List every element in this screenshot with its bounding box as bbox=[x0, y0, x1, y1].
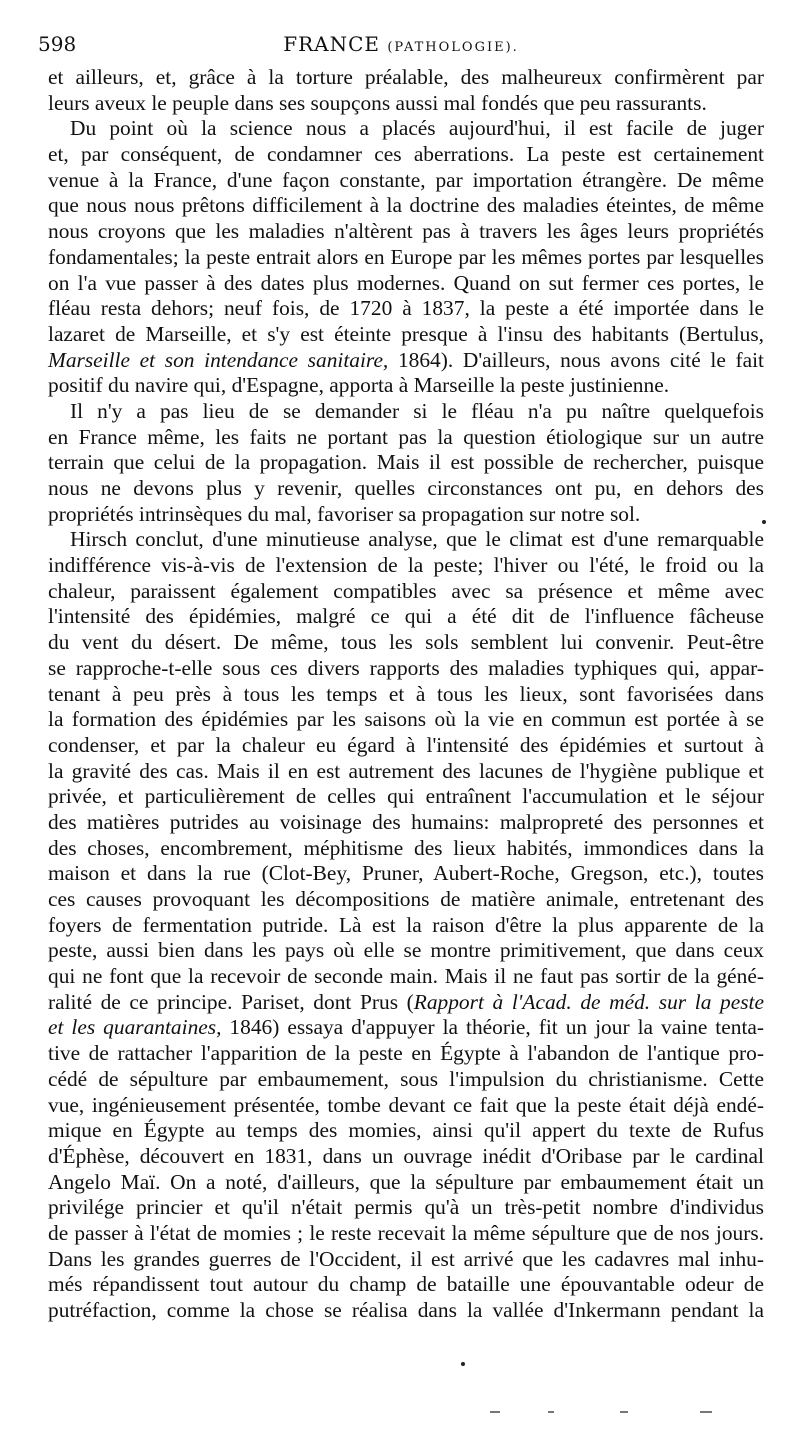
text-line: la formation des épidémies par les saisons où la vie en commun est portée à se bbox=[48, 707, 764, 732]
text-line: privilége princier et qu'il n'était permis qu'à un très-petit nombre d'individus bbox=[48, 1195, 764, 1220]
text-line: que nous nous prêtons difficilement à la doctrine des maladies éteintes, de même bbox=[48, 193, 764, 218]
text-line: des matières putrides au voisinage des humains: malpropreté des personnes et bbox=[48, 809, 764, 834]
running-title bbox=[38, 32, 764, 56]
text-line: maison et dans la rue (Clot-Bey, Pruner, Aubert-Roche, Gregson, etc.), toutes bbox=[48, 861, 764, 886]
text-line: ralité de ce principe. Pariset, dont Prus (Rapport à l'Acad. de méd. sur la peste bbox=[48, 989, 764, 1014]
text-line: qui ne font que la recevoir de seconde main. Mais il ne faut pas sortir de la géné- bbox=[48, 964, 764, 989]
body-text bbox=[48, 65, 764, 1324]
bottom-speck bbox=[461, 1362, 465, 1366]
citation-italic: Rapport à l'Acad. de méd. sur la peste bbox=[413, 989, 764, 1014]
text-line: propriétés intrinsèques du mal, favoriser sa propagation sur notre sol. bbox=[48, 501, 641, 526]
text-line: mique en Égypte au temps des momies, ainsi qu'il appert du texte de Rufus bbox=[48, 1118, 764, 1143]
bottom-speck bbox=[548, 1411, 554, 1413]
text-line: Il n'y a pas lieu de se demander si le fléau n'a pu naître quelquefois bbox=[70, 398, 764, 423]
text-line: on l'a vue passer à des dates plus modernes. Quand on sut fermer ces portes, le bbox=[48, 270, 764, 295]
citation-italic: et les quarantaines, bbox=[48, 1015, 222, 1040]
text-line: Marseille et son intendance sanitaire, 1864). D'ailleurs, nous avons cité le fait bbox=[48, 347, 764, 372]
text-line: Angelo Maï. On a noté, d'ailleurs, que la sépulture par embaumement était un bbox=[48, 1169, 764, 1194]
margin-speck bbox=[762, 520, 766, 524]
running-title-main: FRANCE bbox=[283, 32, 380, 56]
text-line: Du point où la science nous a placés aujourd'hui, il est facile de juger bbox=[70, 116, 764, 141]
text-line: indifférence vis-à-vis de l'extension de la peste; l'hiver ou l'été, le froid ou la bbox=[48, 553, 764, 578]
text-line: nous ne devons plus y revenir, quelles circonstances ont pu, en dehors des bbox=[48, 476, 764, 500]
text-line: peste, aussi bien dans les pays où elle se montre primitivement, que dans ceux bbox=[48, 938, 764, 963]
bottom-speck bbox=[700, 1411, 712, 1413]
text-line: terrain que celui de la propagation. Mais il est possible de rechercher, puisque bbox=[48, 450, 764, 475]
bottom-speck bbox=[490, 1411, 500, 1413]
text-line: lazaret de Marseille, et s'y est éteinte presque à l'insu des habitants (Bertulus, bbox=[48, 321, 764, 346]
bottom-speck bbox=[620, 1411, 628, 1413]
text-line: venue à la France, d'une façon constante, par importation étrangère. De même bbox=[48, 167, 764, 192]
text-line: et, par conséquent, de condamner ces aberrations. La peste est certainement bbox=[48, 142, 764, 167]
text-line: condenser, et par la chaleur eu égard à l'intensité des épidémies et surtout à bbox=[48, 732, 764, 757]
text-line: en France même, les faits ne portant pas la question étiologique sur un autre bbox=[48, 424, 764, 449]
text-line: Dans les grandes guerres de l'Occident, il est arrivé que les cadavres mal inhu- bbox=[48, 1246, 764, 1271]
citation-italic: Marseille et son intendance sanitaire, bbox=[48, 347, 389, 372]
text-line: tive de rattacher l'apparition de la peste en Égypte à l'abandon de l'antique pro- bbox=[48, 1041, 764, 1066]
text-line: tenant à peu près à tous les temps et à tous les lieux, sont favorisées dans bbox=[48, 681, 764, 706]
text-line: et les quarantaines, 1846) essaya d'appuyer la théorie, fit un jour la vaine tenta- bbox=[48, 1015, 765, 1040]
text-line: vue, ingénieusement présentée, tombe devant ce fait que la peste était déjà endé- bbox=[48, 1092, 764, 1117]
text-line: fondamentales; la peste entrait alors en Europe par les mêmes portes par lesquelles bbox=[48, 244, 764, 269]
running-header bbox=[38, 32, 764, 62]
text-line: més répandissent tout autour du champ de bataille une épouvantable odeur de bbox=[48, 1272, 764, 1297]
text-line: fléau resta dehors; neuf fois, de 1720 à 1837, la peste a été importée dans le bbox=[48, 296, 764, 321]
text-line: privée, et particulièrement de celles qui entraînent l'accumulation et le séjour bbox=[48, 784, 764, 809]
text-line: leurs aveux le peuple dans ses soupçons aussi mal fondés que peu rassurants. bbox=[48, 90, 707, 115]
text-line: se rapproche-t-elle sous ces divers rapports des maladies typhiques qui, appar- bbox=[48, 655, 764, 680]
text-line: nous croyons que les maladies n'altèrent pas à travers les âges leurs propriétés bbox=[48, 219, 764, 244]
text-line: des choses, encombrement, méphitisme des lieux habités, immondices dans la bbox=[48, 835, 764, 860]
page-number: 598 bbox=[38, 32, 77, 56]
text-line: de passer à l'état de momies ; le reste recevait la même sépulture que de nos jours. bbox=[48, 1220, 764, 1245]
text-line: et ailleurs, et, grâce à la torture préalable, des malheureux confirmèrent par bbox=[48, 65, 764, 89]
text-line: la gravité des cas. Mais il en est autrement des lacunes de l'hygiène publique et bbox=[48, 758, 764, 783]
text-line: du vent du désert. De même, tous les sols semblent lui convenir. Peut-être bbox=[48, 630, 764, 655]
text-line: foyers de fermentation putride. Là est la raison d'être la plus apparente de la bbox=[48, 912, 764, 937]
text-line: d'Éphèse, découvert en 1831, dans un ouvrage inédit d'Oribase par le cardinal bbox=[48, 1143, 764, 1168]
text-line: putréfaction, comme la chose se réalisa dans la vallée d'Inkermann pendant la bbox=[48, 1298, 764, 1322]
running-title-sub: (PATHOLOGIE). bbox=[387, 40, 519, 55]
text-line: cédé de sépulture par embaumement, sous l'impulsion du christianisme. Cette bbox=[48, 1066, 764, 1091]
text-line: l'intensité des épidémies, malgré ce qui a été dit de l'influence fâcheuse bbox=[48, 604, 764, 629]
text-line: chaleur, paraissent également compatibles avec sa présence et même avec bbox=[48, 578, 764, 603]
text-line: ces causes provoquant les décompositions de matière animale, entretenant des bbox=[48, 887, 764, 911]
text-line: Hirsch conclut, d'une minutieuse analyse, que le climat est d'une remarquable bbox=[70, 527, 764, 552]
text-line: positif du navire qui, d'Espagne, apporta à Marseille la peste justinienne. bbox=[48, 373, 670, 398]
